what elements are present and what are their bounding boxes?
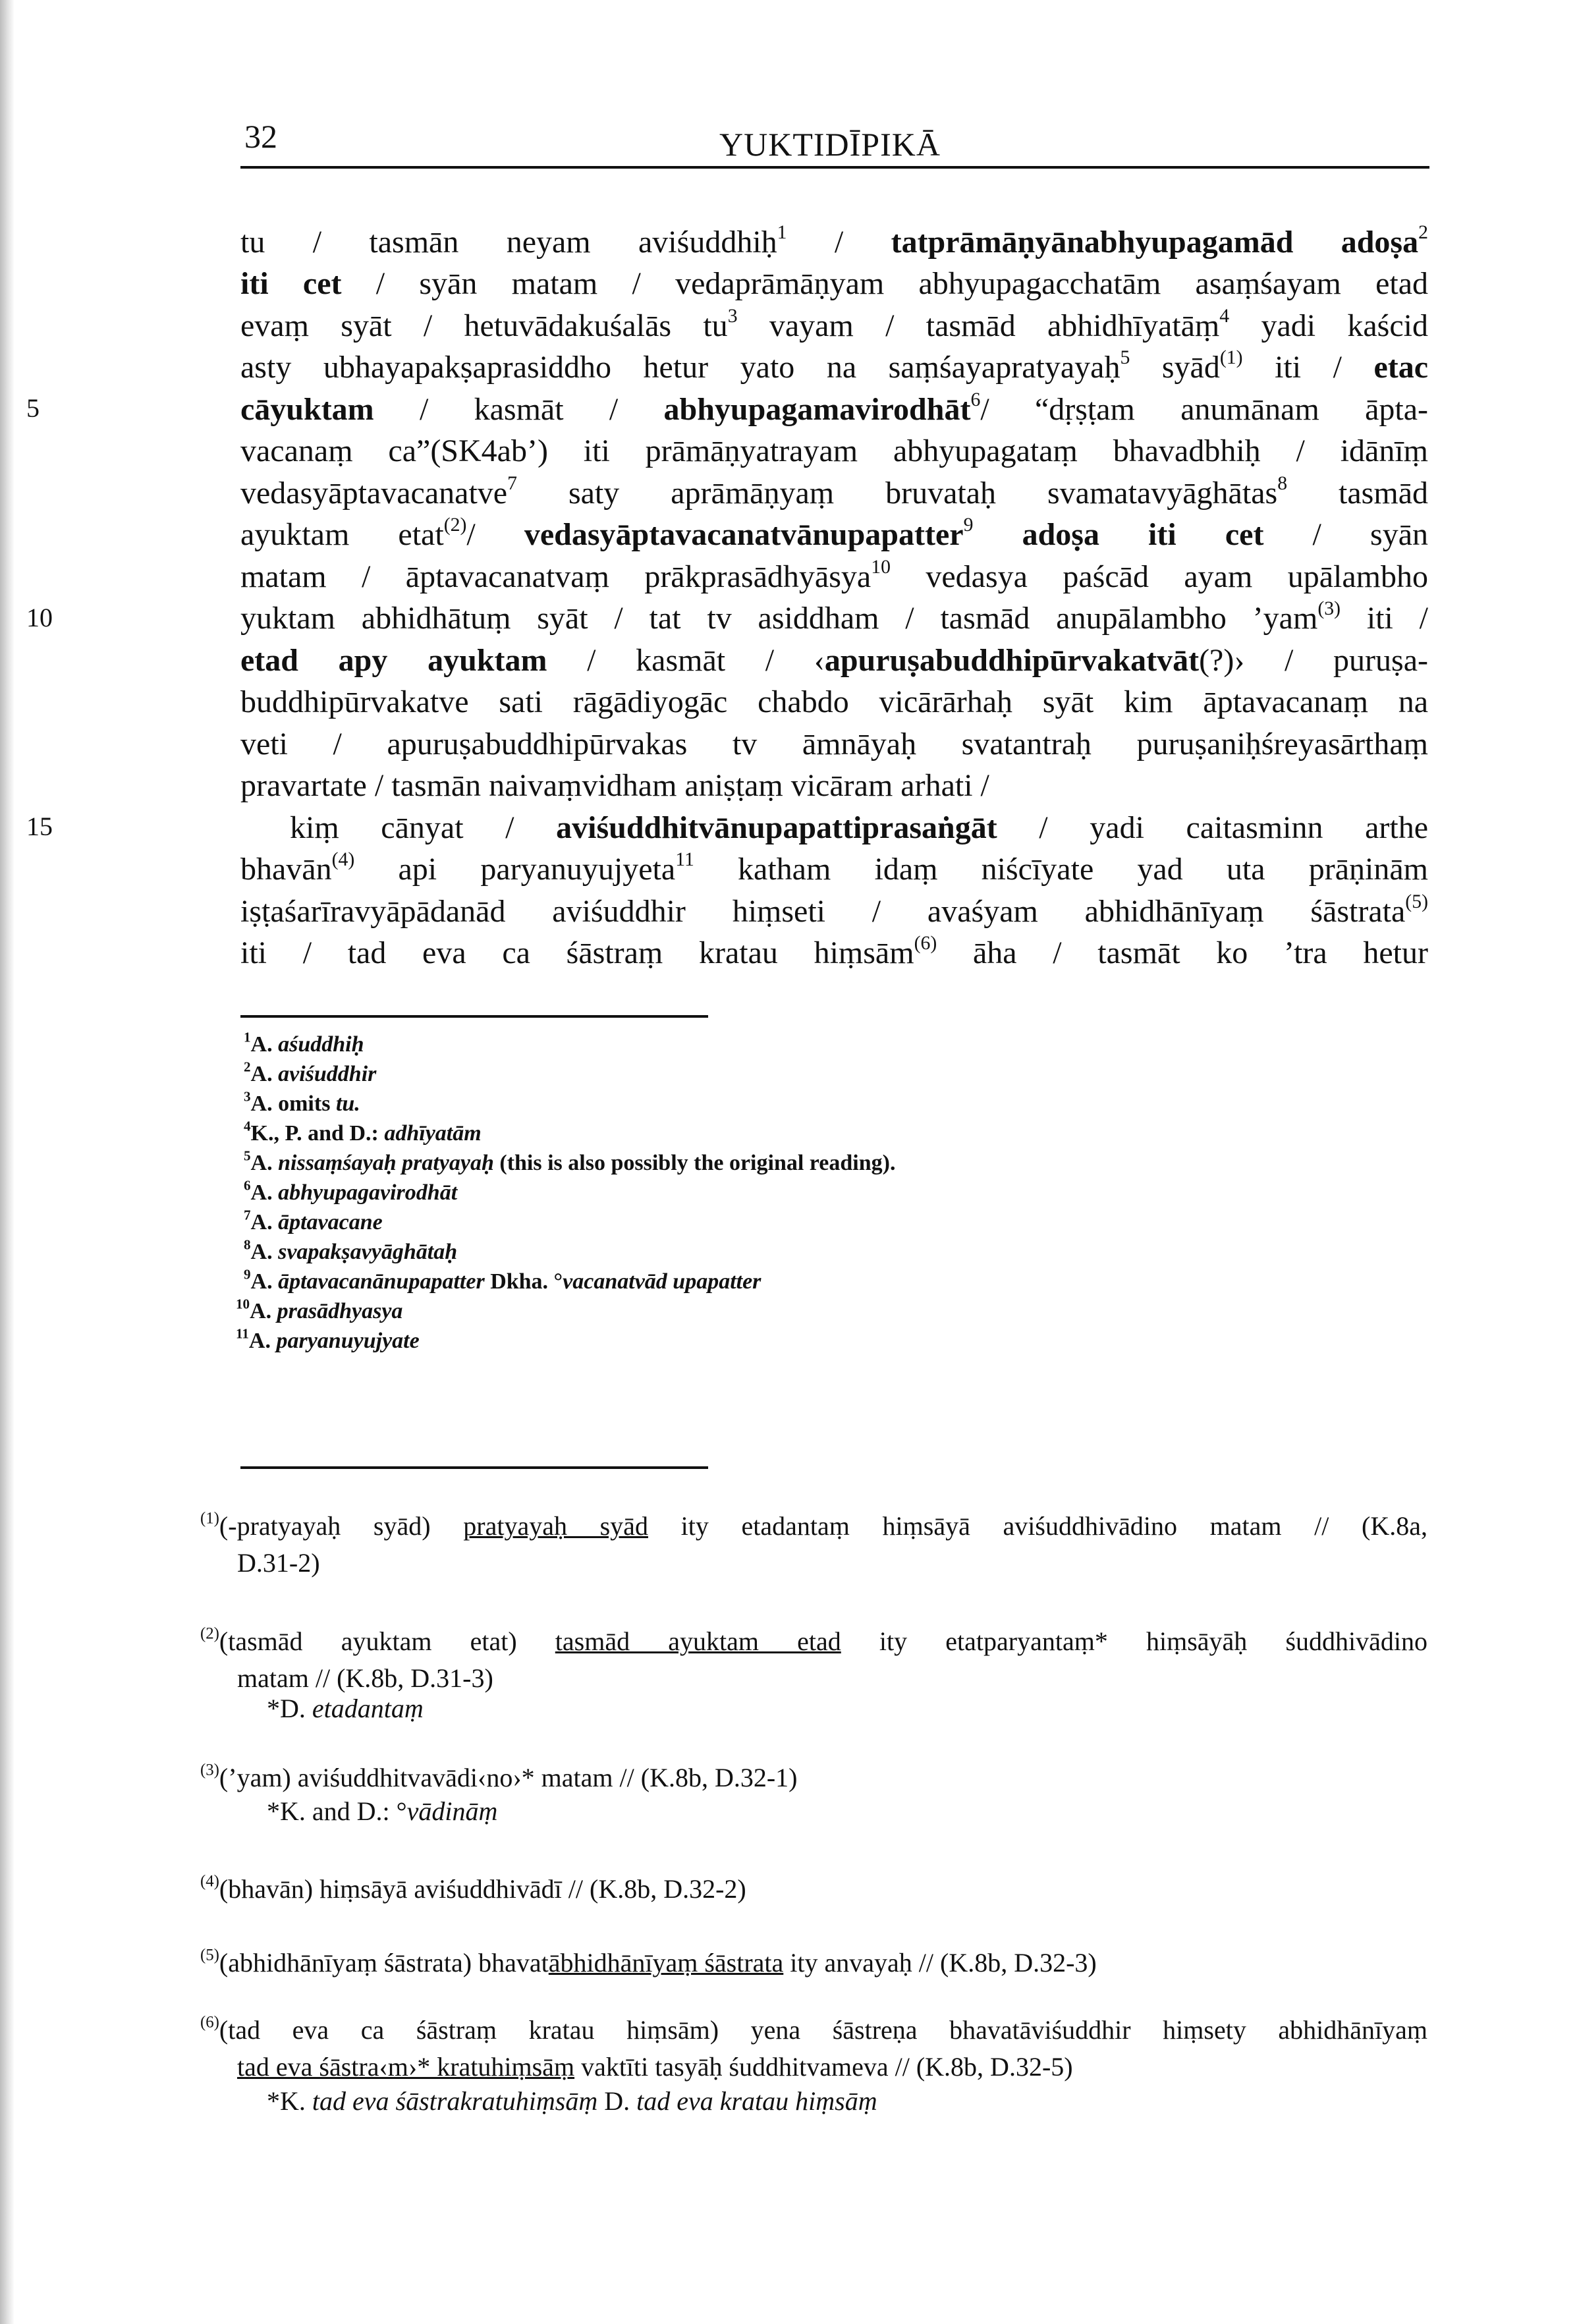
note-marker: 11 (236, 1325, 249, 1342)
italic-run: paryanuyujyate (276, 1329, 420, 1353)
footnote-rule (240, 1015, 708, 1018)
italic-run: prasādhyasya (277, 1299, 403, 1323)
main-text-line (240, 642, 1428, 678)
bold-run: etad apy ayuktam (240, 643, 547, 678)
text-run: A. (248, 1329, 277, 1353)
footnote (236, 1325, 420, 1354)
text-run: (-pratyayaḥ syād) (219, 1511, 464, 1541)
text-run: A. (250, 1299, 277, 1323)
main-text-line (240, 597, 1429, 636)
text-run: vaktīti tasyāḥ śuddhitvameva // (K.8b, D.32-5) (574, 2052, 1073, 2082)
underlined-run: tasmād ayuktam etad (555, 1626, 841, 1656)
italic-run: tad eva śāstrakratuhiṃsāṃ (312, 2086, 598, 2116)
text-run: (abhidhānīyaṃ śāstrata) bhavat (219, 1948, 549, 1978)
note-marker: 7 (507, 472, 517, 495)
text-run: / yadi caitasminn arthe (997, 810, 1429, 845)
text-run: (tasmād ayuktam etat) (219, 1626, 555, 1656)
note-marker: 10 (871, 556, 891, 578)
note-marker: (4) (200, 1872, 219, 1891)
text-run: A. (250, 1240, 279, 1264)
bold-run: apuruṣabuddhipūrvakatvāt (824, 643, 1200, 678)
note-marker: 8 (244, 1236, 251, 1253)
main-text-line (240, 391, 1428, 428)
italic-run: āptavacane (278, 1210, 383, 1234)
text-run: D.31-2) (237, 1548, 320, 1578)
note-marker: (5) (1405, 891, 1428, 913)
header-rule (240, 166, 1429, 169)
note-marker: 3 (244, 1088, 251, 1105)
text-run: buddhipūrvakatve sati rāgādiyogāc chabdo vicārārhaḥ syāt kim āptavacanaṃ na (240, 684, 1428, 719)
underlined-run: ābhidhānīyaṃ śāstrata (548, 1948, 784, 1978)
text-run: *K. and D.: ° (267, 1796, 407, 1826)
main-text-line (240, 433, 1428, 469)
text-run: vacanaṃ ca”(SK4ab’) iti prāmāṇyatrayam abhyupagataṃ bhavadbhiḥ / idānīṃ (240, 433, 1428, 468)
text-run: vedasya paścād ayam upālambho (890, 559, 1428, 594)
text-run (973, 517, 1022, 552)
italic-run: aśuddhiḥ (278, 1032, 364, 1057)
main-text-line (240, 932, 1428, 971)
text-run: / “dṛṣṭam anumānam āpta- (980, 392, 1429, 427)
text-run: katham idaṃ niścīyate yad uta prāṇinām (694, 852, 1428, 887)
text-run: evaṃ syāt / hetuvādakuśalās tu (240, 308, 728, 343)
note-marker: 6 (970, 389, 981, 411)
text-run: saty aprāmāṇyaṃ bruvataḥ svamatavyāghātas (516, 476, 1278, 511)
main-text-line (240, 893, 1428, 929)
line-number: 5 (26, 393, 40, 423)
main-text-line (240, 221, 1428, 260)
note-line (237, 1663, 1427, 1694)
bold-run: aviśuddhitvānupapattiprasaṅgāt (556, 810, 997, 845)
italic-run: tu. (335, 1092, 360, 1116)
text-run: / kasmāt / ‹ (547, 643, 825, 678)
main-text-line (240, 684, 1428, 720)
note-line (267, 1796, 497, 1827)
main-text-line (240, 848, 1428, 887)
text-run: kiṃ cānyat / (290, 810, 557, 845)
text-run: bhavān (240, 852, 332, 887)
text-run: tasmād (1287, 476, 1428, 511)
note-marker: 10 (236, 1296, 250, 1312)
text-run: iti / (1242, 350, 1374, 385)
note-marker: 11 (675, 848, 694, 871)
text-run: / syān matam / vedaprāmāṇyam abhyupagacchatām asaṃśayam etad (341, 266, 1429, 301)
footnote (244, 1266, 761, 1294)
note-marker: 4 (244, 1118, 251, 1134)
note-marker: 2 (244, 1059, 251, 1075)
text-run: D. (597, 2086, 637, 2116)
text-run: (tad eva ca śāstraṃ kratau hiṃsām) yena śāstreṇa bhavatāviśuddhir hiṃsety abhidhānīyaṃ (219, 2015, 1427, 2045)
main-text-line (240, 726, 1428, 762)
note-line (200, 1510, 1427, 1541)
note-line (267, 1693, 424, 1724)
italic-run: nissaṃśayaḥ pratyayaḥ (278, 1151, 494, 1175)
text-run: / (466, 517, 524, 552)
note-line (237, 2051, 1427, 2082)
text-run: tu / tasmān neyam aviśuddhiḥ (240, 225, 777, 260)
note-marker: 4 (1219, 305, 1230, 327)
text-run: veti / apuruṣabuddhipūrvakas tv āmnāyaḥ svatantraḥ puruṣaniḥśreyasārthaṃ (240, 727, 1428, 761)
text-run: A. (250, 1180, 279, 1205)
main-text-line (240, 472, 1428, 511)
bold-run: tatprāmāṇyānabhyupagamād adoṣa (891, 225, 1419, 260)
text-run: A. (250, 1151, 279, 1175)
bold-run: vedasyāptavacanatvānupapatter (524, 517, 964, 552)
line-number: 10 (26, 603, 53, 632)
main-text-line (240, 767, 1428, 804)
note-marker: (5) (200, 1946, 219, 1964)
note-marker: (2) (443, 514, 467, 536)
text-run: ayuktam etat (240, 517, 444, 552)
bold-run: adoṣa iti cet (1022, 517, 1264, 552)
note-marker: (3) (1317, 597, 1341, 620)
note-marker: 1 (777, 221, 787, 244)
main-text-line (240, 516, 1428, 553)
text-run: Dkha. ° (484, 1269, 563, 1294)
italic-run: vacanatvād upapatter (563, 1269, 761, 1294)
footnote (244, 1207, 383, 1235)
text-run: vedasyāptavacanatve (240, 476, 508, 511)
text-run: / syān (1263, 517, 1429, 552)
note-line (200, 2014, 1427, 2045)
page-number: 32 (244, 118, 277, 155)
note-marker: (4) (331, 848, 355, 871)
note-marker: 9 (244, 1266, 251, 1283)
note-marker: 5 (244, 1148, 251, 1164)
footnote (244, 1177, 458, 1205)
italic-run: vādināṃ (406, 1796, 498, 1826)
text-run: ity etadantaṃ hiṃsāyā aviśuddhivādino matam // (K.8a, (648, 1511, 1427, 1541)
note-marker: (2) (200, 1624, 219, 1643)
footnote (244, 1148, 896, 1176)
text-run: (?)› / puruṣa- (1199, 643, 1428, 678)
text-run: iṣṭaśarīravyāpādanād aviśuddhir hiṃseti / avaśyam abhidhānīyaṃ śāstrata (240, 894, 1406, 929)
note-marker: (3) (200, 1761, 219, 1779)
text-run: iti / tad eva ca śāstraṃ kratau hiṃsām (240, 935, 914, 970)
note-marker: 2 (1418, 221, 1428, 244)
running-title: YUKTIDĪPIKĀ (719, 126, 941, 163)
text-run: K., P. and D.: (250, 1121, 385, 1146)
note-marker: 7 (244, 1207, 251, 1223)
text-run: A. (250, 1032, 279, 1057)
note-line (200, 1947, 1427, 1978)
text-run: api paryanuyujyeta (354, 852, 676, 887)
note-marker: 3 (727, 305, 738, 327)
bold-run: abhyupagamavirodhāt (663, 392, 971, 427)
italic-run: tad eva kratau hiṃsāṃ (636, 2086, 877, 2116)
italic-run: svapakṣavyāghātaḥ (278, 1240, 458, 1264)
text-run: *D. (267, 1694, 312, 1723)
main-text-line (240, 556, 1428, 595)
main-text-line (290, 810, 1428, 846)
text-run: (bhavān) hiṃsāyā aviśuddhivādī // (K.8b, D.32-2) (219, 1874, 746, 1904)
main-text-line (240, 346, 1429, 385)
text-run: / kasmāt / (374, 392, 664, 427)
footnote (244, 1088, 360, 1117)
text-run: (’yam) aviśuddhitvavādi‹no›* matam // (K.8b, D.32-1) (219, 1763, 798, 1792)
note-line (237, 1547, 1427, 1578)
note-marker: 9 (963, 514, 974, 536)
text-run: āha / tasmāt ko ’tra hetur (937, 935, 1428, 970)
bold-run: etac (1373, 350, 1429, 385)
text-run: *K. (267, 2086, 312, 2116)
text-run: yuktam abhidhātuṃ syāt / tat tv asiddham / tasmād anupālambho ’yam (240, 601, 1318, 636)
footnote (244, 1029, 364, 1057)
footnote (244, 1059, 377, 1087)
text-run: A. (250, 1062, 279, 1086)
note-line (267, 2086, 877, 2116)
note-marker: (1) (1219, 346, 1243, 369)
text-run: pravartate / tasmān naivaṃvidham aniṣṭaṃ vicāram arhati / (240, 768, 989, 803)
bold-run: cāyuktam (240, 392, 374, 427)
text-run: ity anvayaḥ // (K.8b, D.32-3) (783, 1948, 1097, 1978)
scan-edge-shadow (0, 0, 14, 2324)
text-run: A. (250, 1269, 279, 1294)
note-marker: 6 (244, 1177, 251, 1194)
note-line (200, 1626, 1427, 1657)
note-marker: (6) (200, 2013, 219, 2032)
text-run: ity etatparyantaṃ* hiṃsāyāḥ śuddhivādino (841, 1626, 1427, 1656)
footnote (244, 1118, 482, 1146)
footnote (236, 1296, 403, 1324)
note-marker: 8 (1277, 472, 1288, 495)
text-run: asty ubhayapakṣaprasiddho hetur yato na saṃśayapratyayaḥ (240, 350, 1120, 385)
bold-run: iti cet (240, 266, 342, 301)
underlined-run: tad eva śāstra‹m›* kratuhiṃsāṃ (237, 2052, 575, 2082)
text-run: matam / āptavacanatvaṃ prākprasādhyāsya (240, 559, 872, 594)
text-run: A. omits (250, 1092, 336, 1116)
text-run: A. (250, 1210, 279, 1234)
main-text-line (240, 265, 1428, 302)
text-run: yadi kaścid (1229, 308, 1429, 343)
italic-run: adhīyatām (384, 1121, 482, 1146)
text-run: iti / (1341, 601, 1429, 636)
note-marker: 5 (1120, 346, 1130, 369)
underlined-run: pratyayaḥ syād (463, 1511, 648, 1541)
text-run: syād (1130, 350, 1220, 385)
italic-run: abhyupagavirodhāt (278, 1180, 458, 1205)
line-number: 15 (26, 812, 53, 841)
main-text-line (240, 305, 1429, 344)
note-line (200, 1762, 1427, 1793)
note-marker: 1 (244, 1029, 251, 1045)
note-line (200, 1873, 1427, 1904)
text-run: matam // (K.8b, D.31-3) (237, 1663, 493, 1693)
text-run: (this is also possibly the original reading). (493, 1151, 896, 1175)
italic-run: āptavacanānupapatter (278, 1269, 485, 1294)
italic-run: aviśuddhir (278, 1062, 377, 1086)
notes-rule (240, 1466, 708, 1469)
note-marker: (6) (914, 932, 937, 954)
footnote (244, 1236, 458, 1265)
italic-run: etadantaṃ (312, 1694, 424, 1723)
text-run: vayam / tasmād abhidhīyatāṃ (737, 308, 1220, 343)
text-run: / (787, 225, 891, 260)
note-marker: (1) (200, 1509, 219, 1528)
